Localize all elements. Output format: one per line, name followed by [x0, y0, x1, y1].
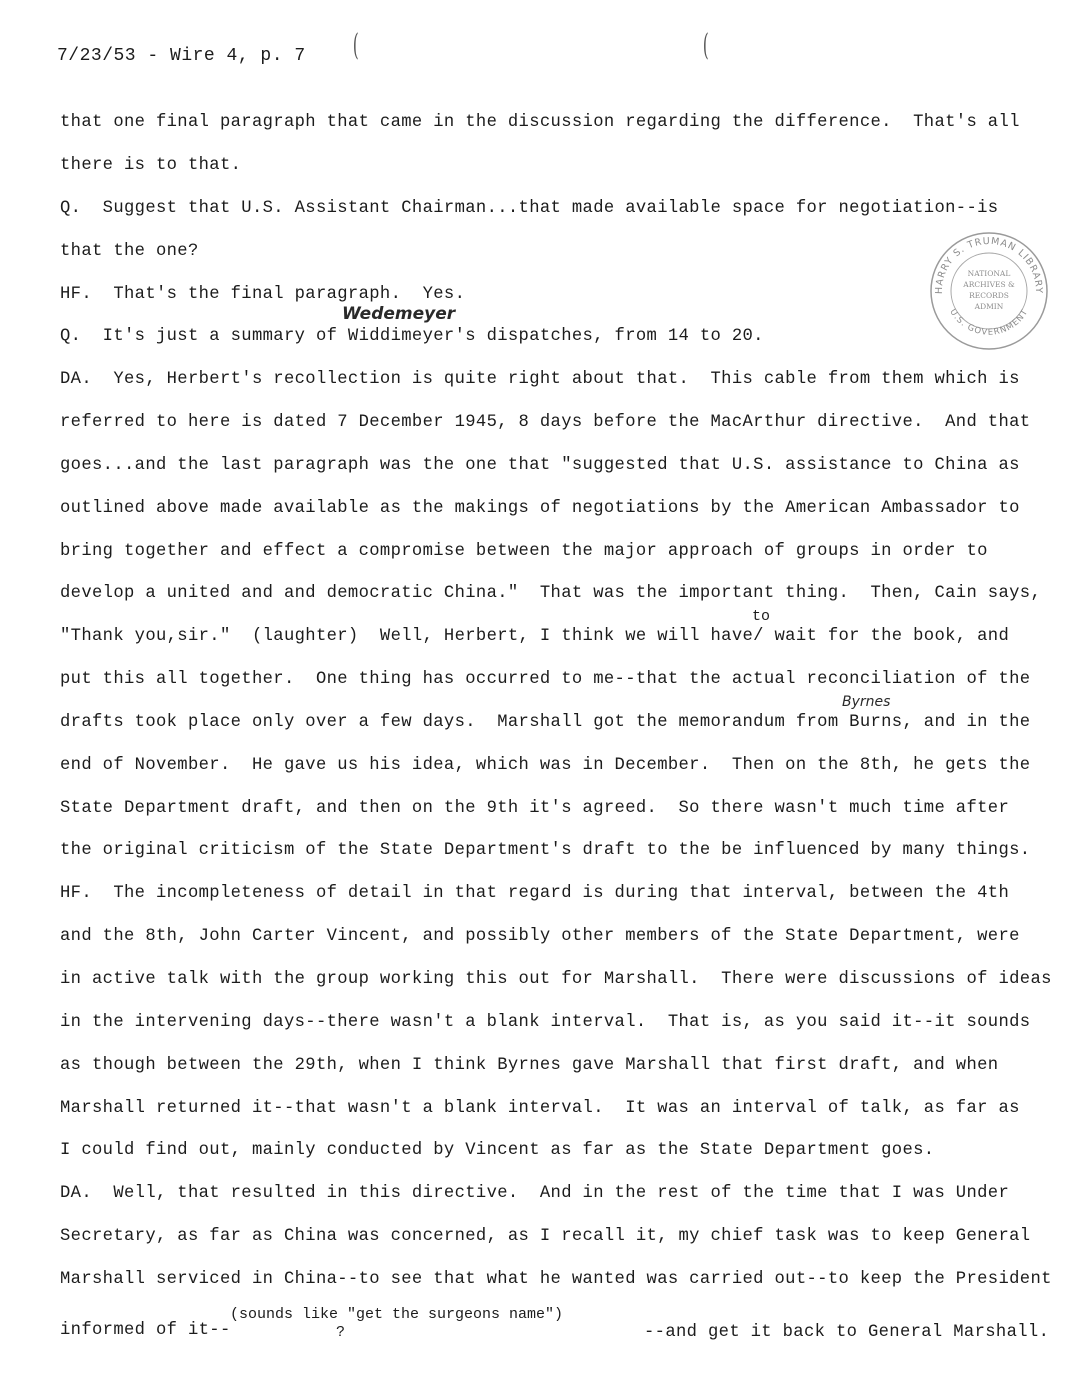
typed-insert-to: to — [752, 608, 771, 625]
text-line: the original criticism of the State Department's draft to the be influenced by many things. — [60, 841, 1031, 860]
stamp-center-line-4: ADMIN — [974, 302, 1004, 311]
text-line: outlined above made available as the makings of negotiations by the American Ambassador to — [60, 499, 1020, 518]
inline-aside: (sounds like "get the surgeons name") — [230, 1306, 564, 1323]
text-line: Q. It's just a summary of Widdimeyer's dispatches, from 14 to 20. — [60, 327, 764, 346]
aside-question-mark: ? — [336, 1324, 346, 1341]
text-line: DA. Yes, Herbert's recollection is quite right about that. This cable from them which is — [60, 370, 1020, 389]
stamp-ring-text: HARRY S. TRUMAN LIBRARY — [933, 235, 1045, 295]
handwritten-byrnes: Byrnes — [842, 694, 891, 710]
text-line: in the intervening days--there wasn't a blank interval. That is, as you said it--it sounds — [60, 1013, 1031, 1032]
text-line: Secretary, as far as China was concerned, as I recall it, my chief task was to keep General — [60, 1227, 1031, 1246]
text-line: goes...and the last paragraph was the one that "suggested that U.S. assistance to China as — [60, 456, 1020, 475]
text-line: "Thank you,sir." (laughter) Well, Herbert, I think we will have/ wait for the book, and — [60, 627, 1010, 646]
page-header: 7/23/53 - Wire 4, p. 7 — [57, 46, 306, 66]
stamp-center-line-3: RECORDS — [969, 291, 1009, 300]
text-line: Marshall serviced in China--to see that what he wanted was carried out--to keep the President — [60, 1270, 1052, 1289]
text-line: put this all together. One thing has occurred to me--that the actual reconciliation of the — [60, 670, 1031, 689]
final-line-start: informed of it-- — [60, 1321, 231, 1340]
text-line: State Department draft, and then on the 9th it's agreed. So there wasn't much time after — [60, 799, 1010, 818]
punch-mark-right: ( — [702, 28, 709, 63]
stamp-center-line-1: NATIONAL — [967, 269, 1011, 278]
text-line: in active talk with the group working this out for Marshall. There were discussions of ideas — [60, 970, 1052, 989]
text-line: that the one? — [60, 242, 199, 261]
text-line: as though between the 29th, when I think Byrnes gave Marshall that first draft, and when — [60, 1056, 999, 1075]
text-line: Q. Suggest that U.S. Assistant Chairman...that made available space for negotiation--is — [60, 199, 999, 218]
text-line: bring together and effect a compromise between the major approach of groups in order to — [60, 542, 988, 561]
text-line: and the 8th, John Carter Vincent, and possibly other members of the State Department, were — [60, 927, 1020, 946]
text-line: end of November. He gave us his idea, which was in December. Then on the 8th, he gets the — [60, 756, 1031, 775]
text-line: HF. The incompleteness of detail in that regard is during that interval, between the 4th — [60, 884, 1010, 903]
text-line: Marshall returned it--that wasn't a blank interval. It was an interval of talk, as far as — [60, 1099, 1020, 1118]
text-line: DA. Well, that resulted in this directive. And in the rest of the time that I was Under — [60, 1184, 1010, 1203]
text-line: referred to here is dated 7 December 1945, 8 days before the MacArthur directive. And that — [60, 413, 1031, 432]
text-line: there is to that. — [60, 156, 242, 175]
final-line-end: --and get it back to General Marshall. — [644, 1323, 1050, 1342]
text-line: develop a united and and democratic China." That was the important thing. Then, Cain says, — [60, 584, 1042, 603]
text-line: drafts took place only over a few days. Marshall got the memorandum from Burns, and in the — [60, 713, 1031, 732]
text-line: HF. That's the final paragraph. Yes. — [60, 285, 466, 304]
stamp-center-line-2: ARCHIVES & — [963, 280, 1015, 289]
handwritten-wedemeyer: Wedemeyer — [342, 304, 456, 324]
text-line: that one final paragraph that came in the discussion regarding the difference. That's all — [60, 113, 1020, 132]
punch-mark-left: ( — [352, 28, 359, 63]
stamp-bottom-text: U.S. GOVERNMENT — [947, 307, 1031, 338]
text-line: I could find out, mainly conducted by Vincent as far as the State Department goes. — [60, 1141, 935, 1160]
